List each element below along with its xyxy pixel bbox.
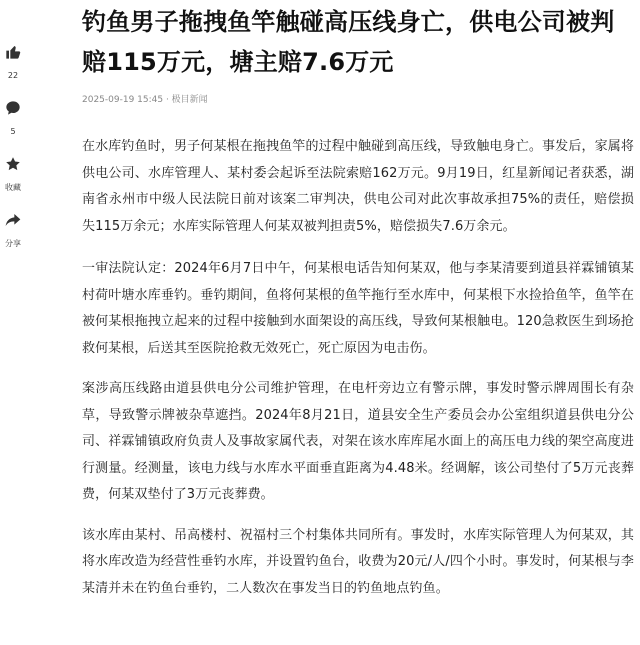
- comment-count: 5: [10, 127, 16, 136]
- article-meta: 2025-09-19 15:45 · 极目新闻: [82, 95, 208, 105]
- favorite-label: 收藏: [5, 183, 21, 192]
- action-sidebar: [0, 44, 26, 268]
- article-paragraph-2: 一审法院认定：2024年6月7日中午，何某根电话告知何某双，他与李某清要到道县祥霖铺镇某村荷叶塘水库垂钓。垂钓期间，鱼将何某根的鱼竿拖行至水库中，何某根下水捡拾鱼竿，鱼竿在被何某根拖拽立起来的过程中接触到水面架设的高压线，导致何某根触电。120急救医生到场抢救何某根，后送其至医院抢救无效死亡，死亡原因为电击伤。: [82, 261, 634, 356]
- thumbs-up-icon: [5, 44, 21, 60]
- comment-icon: [5, 100, 21, 116]
- like-button[interactable]: [0, 44, 26, 80]
- article: [82, 0, 634, 602]
- star-icon: [5, 156, 21, 172]
- article-paragraph-3: 案涉高压线路由道县供电分公司维护管理，在电杆旁边立有警示牌，事发时警示牌周围长有杂草，导致警示牌被杂草遮挡。2024年8月21日，道县安全生产委员会办公室组织道县供电分公司、祥霖铺镇政府负责人及事故家属代表，对架在该水库库尾水面上的高压电力线的架空高度进行测量。经测量，该电力线与水库水平面垂直距离为4.48米。经调解，该公司垫付了5万元丧葬费，何某双垫付了3万元丧葬费。: [82, 381, 634, 502]
- share-label: 分享: [5, 239, 21, 248]
- article-title: 钓鱼男子拖拽鱼竿触碰高压线身亡，供电公司被判赔115万元，塘主赔7.6万元: [82, 8, 615, 76]
- share-button[interactable]: [0, 212, 26, 248]
- article-paragraph-4: 该水库由某村、吊高楼村、祝福村三个村集体共同所有。事发时，水库实际管理人为何某双，其将水库改造为经营性垂钓水库，并设置钓鱼台，收费为20元/人/四个小时。事发时，何某根与李某清并未在钓鱼台垂钓，二人数次在事发当日的钓鱼地点钓鱼。: [82, 527, 634, 596]
- like-count: 22: [7, 71, 19, 80]
- article-paragraph-1: 在水库钓鱼时，男子何某根在拖拽鱼竿的过程中触碰到高压线，导致触电身亡。事发后，家属将供电公司、水库管理人、某村委会起诉至法院索赔162万元。9月19日，红星新闻记者获悉，湖南省永州市中级人民法院日前对该案二审判决，供电公司对此次事故承担75%的责任，赔偿损失115万余元；水库实际管理人何某双被判担责5%，赔偿损失7.6万余元。: [82, 139, 634, 234]
- comment-button[interactable]: [0, 100, 26, 136]
- favorite-button[interactable]: [0, 156, 26, 192]
- share-icon: [5, 212, 21, 228]
